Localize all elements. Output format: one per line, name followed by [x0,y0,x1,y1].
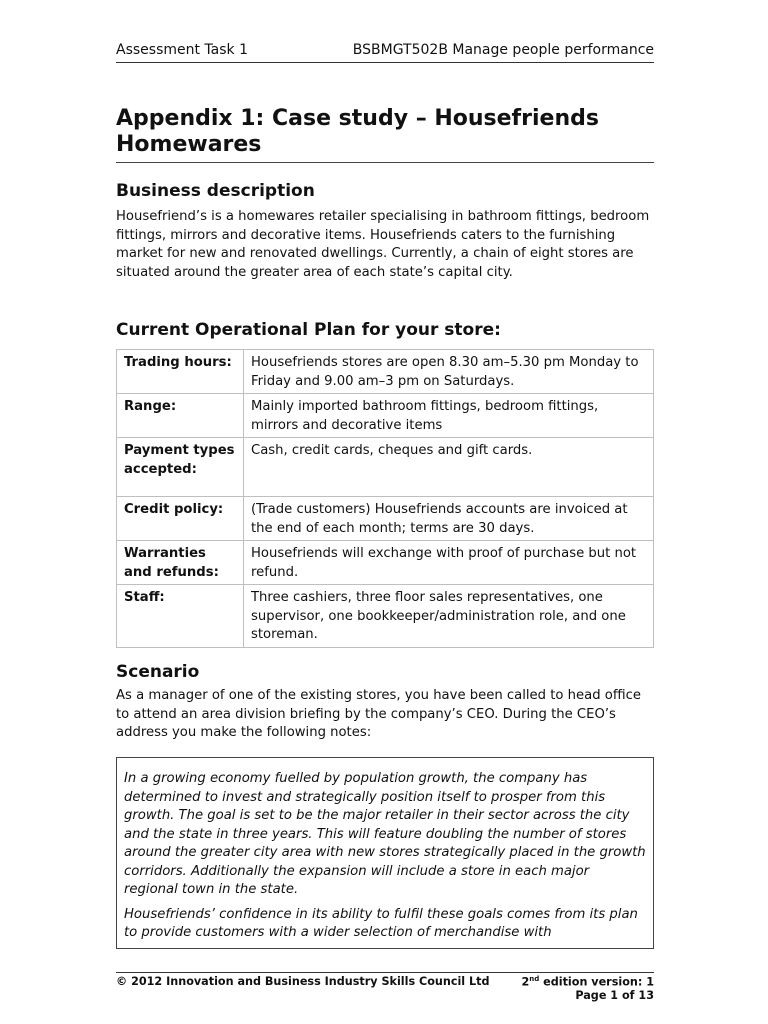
table-row-label: Staff: [117,585,244,648]
table-row-label: Warranties and refunds: [117,541,244,585]
operational-plan-table [116,349,654,648]
table-row [117,541,654,585]
table-row-value: Housefriends will exchange with proof of purchase but not refund. [244,541,654,585]
header-assessment-task: Assessment Task 1 [116,42,249,58]
ceo-notes-box [116,757,654,949]
table-row [117,438,654,497]
page-footer [116,972,654,1002]
table-row-label: Credit policy: [117,497,244,541]
table-row [117,350,654,394]
ceo-notes-paragraph-1: In a growing economy fuelled by population growth, the company has determined to invest and strategically position itself to prosper from this growth. The goal is set to be the major retailer in their sector across the city and the state in three years. This will feature doubling the number of stores around the greater city area with new stores strategically placed in the growth corridors. Additionally the expansion will include a store in each major regional town in the state. [124,771,646,897]
footer-page-number: Page 1 of 13 [575,988,654,1002]
page-title: Appendix 1: Case study – Housefriends Homewares [116,106,654,163]
table-row-value: Mainly imported bathroom fittings, bedroom fittings, mirrors and decorative items [244,394,654,438]
page-header [116,42,654,63]
header-unit-code: BSBMGT502B Manage people performance [352,42,654,58]
business-description-text: Housefriend’s is a homewares retailer specialising in bathroom fittings, bedroom fittings, mirrors and decorative items. Housefriends caters to the furnishing market for new and renovated dwellings. Currently, a chain of eight stores are situated around the greater area of each state’s capital city. [116,209,650,280]
table-row-value: Housefriends stores are open 8.30 am–5.30 pm Monday to Friday and 9.00 am–3 pm on Saturdays. [244,350,654,394]
footer-copyright: © 2012 Innovation and Business Industry Skills Council Ltd [116,975,490,988]
footer-edition: 2nd edition version: 1 [521,975,654,989]
ceo-notes-paragraph-2: Housefriends’ confidence in its ability to fulfil these goals comes from its plan to provide customers with a wider selection of merchandise with [124,906,638,940]
table-row [117,394,654,438]
scenario-text: As a manager of one of the existing stores, you have been called to head office to attend an area division briefing by the company’s CEO. During the CEO’s address you make the following notes: [116,688,641,740]
table-row-label: Payment types accepted: [117,438,244,497]
table-row [117,497,654,541]
business-description-heading: Business description [116,181,315,201]
table-row-label: Range: [117,394,244,438]
scenario-heading: Scenario [116,662,200,682]
table-row [117,585,654,648]
table-row-value: Cash, credit cards, cheques and gift cards. [244,438,654,497]
operational-plan-heading: Current Operational Plan for your store: [116,320,501,340]
table-row-label: Trading hours: [117,350,244,394]
table-row-value: (Trade customers) Housefriends accounts are invoiced at the end of each month; terms are 30 days. [244,497,654,541]
table-row-value: Three cashiers, three floor sales representatives, one supervisor, one bookkeeper/administration role, and one storeman. [244,585,654,648]
